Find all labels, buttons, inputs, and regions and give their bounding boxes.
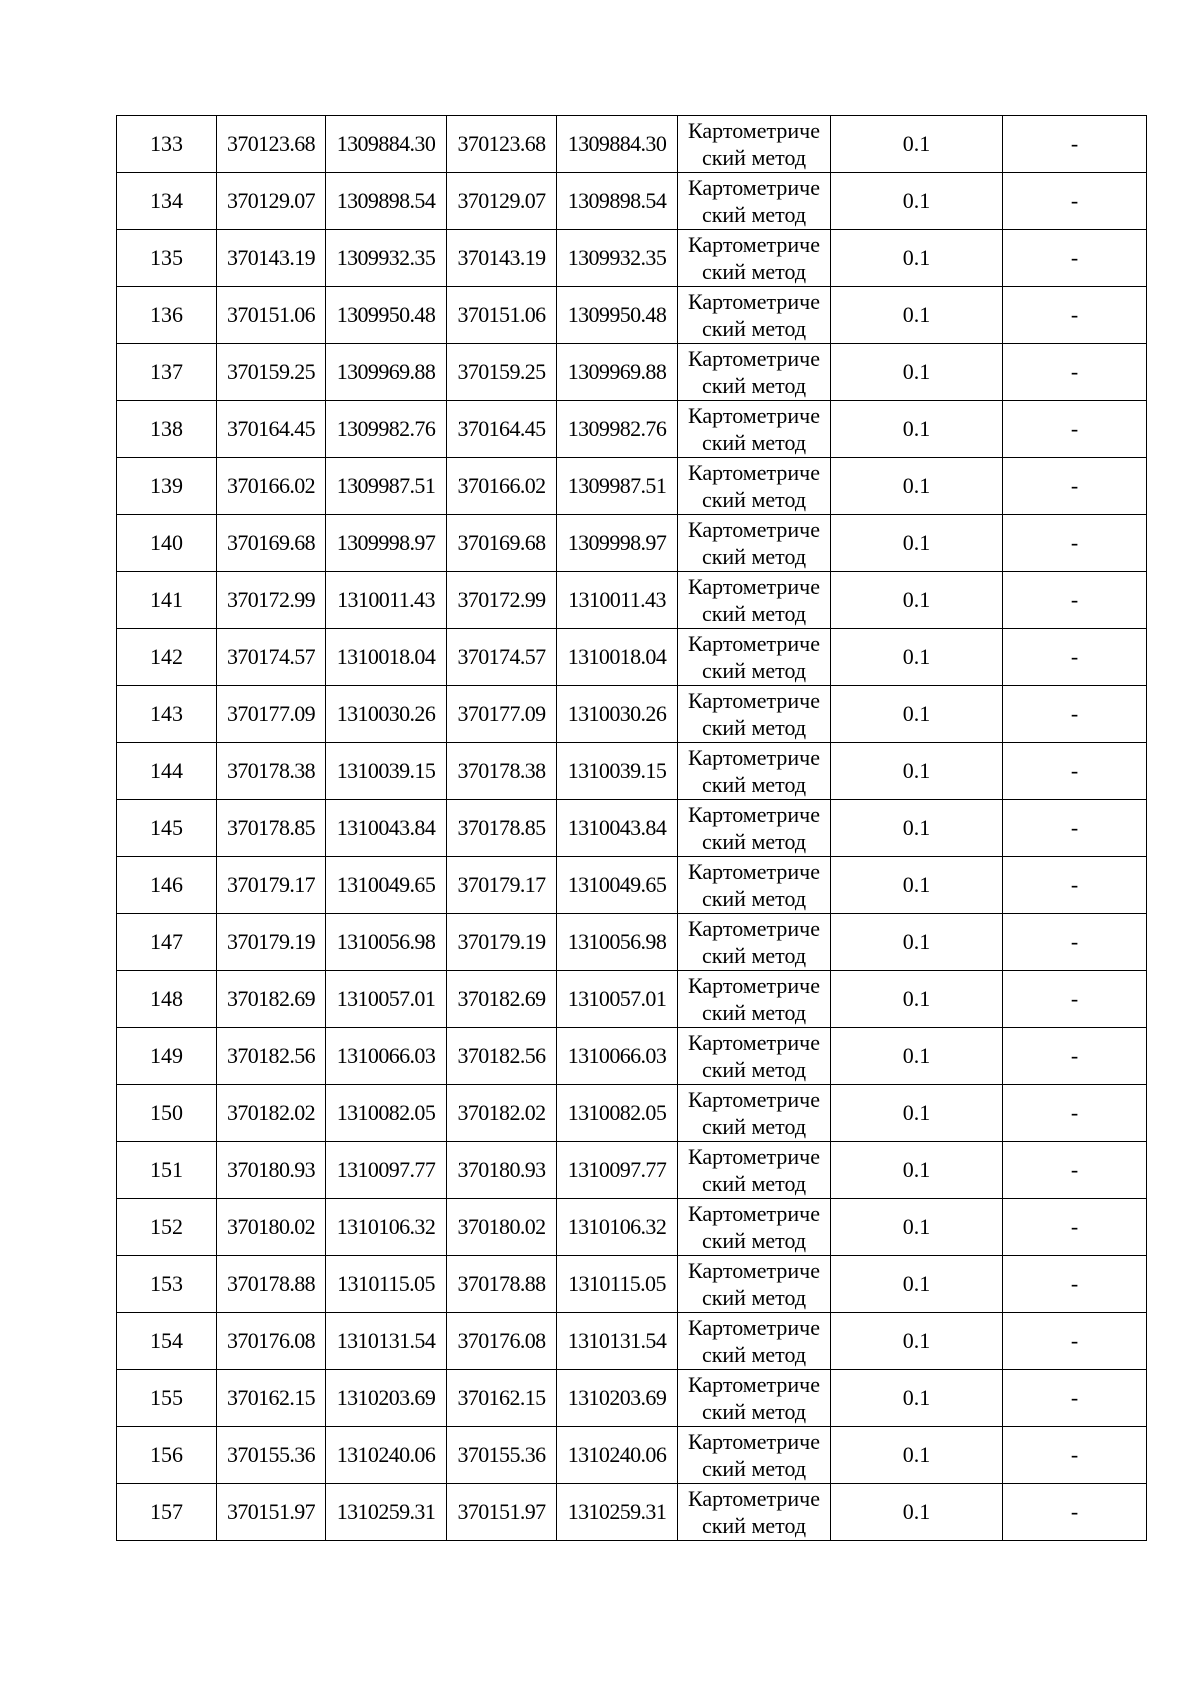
note-cell: - (1003, 344, 1147, 401)
accuracy-cell: 0.1 (831, 971, 1003, 1028)
x-new-cell: 370155.36 (447, 1427, 557, 1484)
y-existing-cell: 1310049.65 (326, 857, 447, 914)
point-number-cell: 146 (117, 857, 217, 914)
point-number-cell: 149 (117, 1028, 217, 1085)
method-cell (678, 230, 831, 287)
method-cell (678, 1313, 831, 1370)
note-cell: - (1003, 800, 1147, 857)
y-existing-cell: 1310115.05 (326, 1256, 447, 1313)
method-line-2: ский метод (701, 1342, 807, 1367)
table-row (117, 857, 1147, 914)
note-cell: - (1003, 515, 1147, 572)
accuracy-cell: 0.1 (831, 116, 1003, 173)
x-existing-cell: 370169.68 (217, 515, 326, 572)
point-number-cell: 151 (117, 1142, 217, 1199)
method-line-2: ский метод (701, 544, 807, 569)
x-new-cell: 370177.09 (447, 686, 557, 743)
method-cell (678, 458, 831, 515)
method-line-2: ский метод (701, 259, 807, 284)
x-existing-cell: 370162.15 (217, 1370, 326, 1427)
x-existing-cell: 370151.06 (217, 287, 326, 344)
method-cell (678, 686, 831, 743)
accuracy-cell: 0.1 (831, 401, 1003, 458)
table-body (117, 116, 1147, 1541)
method-line-2: ский метод (701, 1171, 807, 1196)
method-line-1: Картометриче (688, 745, 820, 770)
note-cell: - (1003, 116, 1147, 173)
method-line-2: ский метод (701, 829, 807, 854)
method-line-2: ский метод (701, 487, 807, 512)
method-line-2: ский метод (701, 373, 807, 398)
y-existing-cell: 1310030.26 (326, 686, 447, 743)
y-new-cell: 1310030.26 (557, 686, 678, 743)
method-cell (678, 857, 831, 914)
y-new-cell: 1310259.31 (557, 1484, 678, 1541)
point-number-cell: 141 (117, 572, 217, 629)
y-new-cell: 1310011.43 (557, 572, 678, 629)
method-line-1: Картометриче (688, 232, 820, 257)
y-new-cell: 1310043.84 (557, 800, 678, 857)
y-existing-cell: 1310018.04 (326, 629, 447, 686)
table-row (117, 344, 1147, 401)
method-line-2: ский метод (701, 772, 807, 797)
method-line-1: Картометриче (688, 1315, 820, 1340)
point-number-cell: 152 (117, 1199, 217, 1256)
y-new-cell: 1310039.15 (557, 743, 678, 800)
note-cell: - (1003, 1484, 1147, 1541)
method-line-2: ский метод (701, 1228, 807, 1253)
note-cell: - (1003, 1028, 1147, 1085)
method-cell (678, 1142, 831, 1199)
table-row (117, 458, 1147, 515)
x-existing-cell: 370180.02 (217, 1199, 326, 1256)
method-line-1: Картометриче (688, 859, 820, 884)
y-new-cell: 1309950.48 (557, 287, 678, 344)
table-row (117, 1256, 1147, 1313)
y-new-cell: 1310049.65 (557, 857, 678, 914)
x-existing-cell: 370178.88 (217, 1256, 326, 1313)
note-cell: - (1003, 401, 1147, 458)
method-line-2: ский метод (701, 601, 807, 626)
x-new-cell: 370176.08 (447, 1313, 557, 1370)
point-number-cell: 155 (117, 1370, 217, 1427)
y-new-cell: 1309884.30 (557, 116, 678, 173)
note-cell: - (1003, 572, 1147, 629)
table-row (117, 173, 1147, 230)
table-row (117, 1484, 1147, 1541)
y-existing-cell: 1309884.30 (326, 116, 447, 173)
x-new-cell: 370164.45 (447, 401, 557, 458)
method-line-2: ский метод (701, 1285, 807, 1310)
y-new-cell: 1309982.76 (557, 401, 678, 458)
y-new-cell: 1310082.05 (557, 1085, 678, 1142)
table-row (117, 401, 1147, 458)
table-row (117, 572, 1147, 629)
table-row (117, 1028, 1147, 1085)
y-existing-cell: 1310097.77 (326, 1142, 447, 1199)
method-line-1: Картометриче (688, 916, 820, 941)
x-new-cell: 370143.19 (447, 230, 557, 287)
method-line-1: Картометриче (688, 1087, 820, 1112)
y-existing-cell: 1310011.43 (326, 572, 447, 629)
table-row (117, 116, 1147, 173)
method-cell (678, 116, 831, 173)
accuracy-cell: 0.1 (831, 1085, 1003, 1142)
x-existing-cell: 370155.36 (217, 1427, 326, 1484)
point-number-cell: 147 (117, 914, 217, 971)
accuracy-cell: 0.1 (831, 287, 1003, 344)
x-new-cell: 370179.17 (447, 857, 557, 914)
y-existing-cell: 1310056.98 (326, 914, 447, 971)
table-row (117, 1313, 1147, 1370)
accuracy-cell: 0.1 (831, 230, 1003, 287)
method-cell (678, 629, 831, 686)
note-cell: - (1003, 686, 1147, 743)
method-line-1: Картометриче (688, 175, 820, 200)
point-number-cell: 136 (117, 287, 217, 344)
note-cell: - (1003, 971, 1147, 1028)
method-cell (678, 1199, 831, 1256)
x-existing-cell: 370177.09 (217, 686, 326, 743)
accuracy-cell: 0.1 (831, 743, 1003, 800)
x-existing-cell: 370172.99 (217, 572, 326, 629)
point-number-cell: 150 (117, 1085, 217, 1142)
method-line-2: ский метод (701, 430, 807, 455)
x-existing-cell: 370166.02 (217, 458, 326, 515)
table-row (117, 629, 1147, 686)
method-cell (678, 572, 831, 629)
method-line-1: Картометриче (688, 346, 820, 371)
method-line-1: Картометриче (688, 403, 820, 428)
accuracy-cell: 0.1 (831, 1313, 1003, 1370)
table-row (117, 1370, 1147, 1427)
x-existing-cell: 370179.17 (217, 857, 326, 914)
point-number-cell: 156 (117, 1427, 217, 1484)
note-cell: - (1003, 1142, 1147, 1199)
table-row (117, 971, 1147, 1028)
accuracy-cell: 0.1 (831, 1427, 1003, 1484)
y-existing-cell: 1310203.69 (326, 1370, 447, 1427)
note-cell: - (1003, 743, 1147, 800)
note-cell: - (1003, 629, 1147, 686)
y-new-cell: 1310097.77 (557, 1142, 678, 1199)
point-number-cell: 133 (117, 116, 217, 173)
method-line-2: ский метод (701, 316, 807, 341)
point-number-cell: 148 (117, 971, 217, 1028)
x-existing-cell: 370143.19 (217, 230, 326, 287)
table-row (117, 743, 1147, 800)
method-line-2: ский метод (701, 715, 807, 740)
y-existing-cell: 1309998.97 (326, 515, 447, 572)
x-new-cell: 370179.19 (447, 914, 557, 971)
y-existing-cell: 1310039.15 (326, 743, 447, 800)
x-existing-cell: 370179.19 (217, 914, 326, 971)
method-cell (678, 173, 831, 230)
method-cell (678, 743, 831, 800)
method-line-1: Картометриче (688, 1372, 820, 1397)
method-line-1: Картометриче (688, 688, 820, 713)
table-row (117, 1142, 1147, 1199)
y-existing-cell: 1310240.06 (326, 1427, 447, 1484)
method-line-2: ский метод (701, 1057, 807, 1082)
method-line-1: Картометриче (688, 517, 820, 542)
method-cell (678, 344, 831, 401)
method-line-1: Картометриче (688, 1144, 820, 1169)
y-new-cell: 1310131.54 (557, 1313, 678, 1370)
method-cell (678, 287, 831, 344)
note-cell: - (1003, 1199, 1147, 1256)
table-row (117, 1199, 1147, 1256)
y-existing-cell: 1310131.54 (326, 1313, 447, 1370)
point-number-cell: 143 (117, 686, 217, 743)
x-new-cell: 370166.02 (447, 458, 557, 515)
note-cell: - (1003, 1085, 1147, 1142)
x-new-cell: 370129.07 (447, 173, 557, 230)
method-line-2: ский метод (701, 1000, 807, 1025)
point-number-cell: 144 (117, 743, 217, 800)
accuracy-cell: 0.1 (831, 686, 1003, 743)
x-existing-cell: 370182.56 (217, 1028, 326, 1085)
y-existing-cell: 1310043.84 (326, 800, 447, 857)
x-existing-cell: 370178.85 (217, 800, 326, 857)
note-cell: - (1003, 287, 1147, 344)
x-new-cell: 370180.93 (447, 1142, 557, 1199)
table-row (117, 515, 1147, 572)
accuracy-cell: 0.1 (831, 857, 1003, 914)
point-number-cell: 135 (117, 230, 217, 287)
y-existing-cell: 1309987.51 (326, 458, 447, 515)
x-new-cell: 370151.06 (447, 287, 557, 344)
point-number-cell: 140 (117, 515, 217, 572)
method-line-2: ский метод (701, 943, 807, 968)
x-new-cell: 370169.68 (447, 515, 557, 572)
method-line-1: Картометриче (688, 973, 820, 998)
method-line-2: ский метод (701, 145, 807, 170)
y-existing-cell: 1310082.05 (326, 1085, 447, 1142)
note-cell: - (1003, 1370, 1147, 1427)
method-cell (678, 1085, 831, 1142)
note-cell: - (1003, 1427, 1147, 1484)
y-existing-cell: 1310066.03 (326, 1028, 447, 1085)
x-existing-cell: 370123.68 (217, 116, 326, 173)
y-existing-cell: 1309898.54 (326, 173, 447, 230)
accuracy-cell: 0.1 (831, 1028, 1003, 1085)
method-cell (678, 1256, 831, 1313)
note-cell: - (1003, 230, 1147, 287)
method-line-1: Картометриче (688, 1030, 820, 1055)
accuracy-cell: 0.1 (831, 572, 1003, 629)
x-new-cell: 370174.57 (447, 629, 557, 686)
method-line-1: Картометриче (688, 802, 820, 827)
table-row (117, 287, 1147, 344)
x-existing-cell: 370151.97 (217, 1484, 326, 1541)
note-cell: - (1003, 173, 1147, 230)
method-cell (678, 914, 831, 971)
y-new-cell: 1310115.05 (557, 1256, 678, 1313)
x-new-cell: 370178.38 (447, 743, 557, 800)
x-existing-cell: 370176.08 (217, 1313, 326, 1370)
x-new-cell: 370178.88 (447, 1256, 557, 1313)
point-number-cell: 139 (117, 458, 217, 515)
accuracy-cell: 0.1 (831, 914, 1003, 971)
point-number-cell: 142 (117, 629, 217, 686)
x-existing-cell: 370129.07 (217, 173, 326, 230)
method-line-1: Картометриче (688, 1429, 820, 1454)
method-cell (678, 401, 831, 458)
method-line-1: Картометриче (688, 1258, 820, 1283)
y-new-cell: 1310057.01 (557, 971, 678, 1028)
point-number-cell: 137 (117, 344, 217, 401)
y-new-cell: 1310240.06 (557, 1427, 678, 1484)
note-cell: - (1003, 1256, 1147, 1313)
accuracy-cell: 0.1 (831, 515, 1003, 572)
note-cell: - (1003, 914, 1147, 971)
method-line-2: ский метод (701, 1513, 807, 1538)
method-line-1: Картометриче (688, 574, 820, 599)
y-existing-cell: 1309932.35 (326, 230, 447, 287)
y-new-cell: 1310018.04 (557, 629, 678, 686)
point-number-cell: 153 (117, 1256, 217, 1313)
x-new-cell: 370180.02 (447, 1199, 557, 1256)
accuracy-cell: 0.1 (831, 344, 1003, 401)
accuracy-cell: 0.1 (831, 800, 1003, 857)
accuracy-cell: 0.1 (831, 629, 1003, 686)
y-existing-cell: 1309950.48 (326, 287, 447, 344)
point-number-cell: 134 (117, 173, 217, 230)
method-line-1: Картометриче (688, 631, 820, 656)
note-cell: - (1003, 857, 1147, 914)
y-new-cell: 1309998.97 (557, 515, 678, 572)
x-new-cell: 370182.69 (447, 971, 557, 1028)
y-new-cell: 1309898.54 (557, 173, 678, 230)
accuracy-cell: 0.1 (831, 1256, 1003, 1313)
y-new-cell: 1310106.32 (557, 1199, 678, 1256)
y-new-cell: 1310203.69 (557, 1370, 678, 1427)
coordinates-table (116, 115, 1147, 1541)
y-new-cell: 1310056.98 (557, 914, 678, 971)
method-line-1: Картометриче (688, 460, 820, 485)
table-row (117, 686, 1147, 743)
note-cell: - (1003, 458, 1147, 515)
y-existing-cell: 1310057.01 (326, 971, 447, 1028)
point-number-cell: 145 (117, 800, 217, 857)
x-existing-cell: 370178.38 (217, 743, 326, 800)
accuracy-cell: 0.1 (831, 173, 1003, 230)
y-existing-cell: 1310106.32 (326, 1199, 447, 1256)
accuracy-cell: 0.1 (831, 1370, 1003, 1427)
x-new-cell: 370172.99 (447, 572, 557, 629)
method-line-1: Картометриче (688, 1486, 820, 1511)
y-existing-cell: 1309969.88 (326, 344, 447, 401)
accuracy-cell: 0.1 (831, 458, 1003, 515)
method-cell (678, 1484, 831, 1541)
accuracy-cell: 0.1 (831, 1484, 1003, 1541)
x-existing-cell: 370164.45 (217, 401, 326, 458)
x-new-cell: 370159.25 (447, 344, 557, 401)
y-existing-cell: 1309982.76 (326, 401, 447, 458)
x-new-cell: 370162.15 (447, 1370, 557, 1427)
method-line-2: ский метод (701, 1114, 807, 1139)
y-new-cell: 1309969.88 (557, 344, 678, 401)
x-new-cell: 370182.02 (447, 1085, 557, 1142)
method-line-1: Картометриче (688, 1201, 820, 1226)
table-row (117, 914, 1147, 971)
y-existing-cell: 1310259.31 (326, 1484, 447, 1541)
method-line-1: Картометриче (688, 289, 820, 314)
x-existing-cell: 370174.57 (217, 629, 326, 686)
method-cell (678, 971, 831, 1028)
point-number-cell: 157 (117, 1484, 217, 1541)
method-line-2: ский метод (701, 658, 807, 683)
method-cell (678, 1370, 831, 1427)
x-existing-cell: 370182.69 (217, 971, 326, 1028)
x-existing-cell: 370182.02 (217, 1085, 326, 1142)
y-new-cell: 1309932.35 (557, 230, 678, 287)
table-row (117, 800, 1147, 857)
method-line-2: ский метод (701, 886, 807, 911)
table-row (117, 1085, 1147, 1142)
x-new-cell: 370151.97 (447, 1484, 557, 1541)
method-cell (678, 1427, 831, 1484)
x-existing-cell: 370159.25 (217, 344, 326, 401)
method-line-2: ский метод (701, 1456, 807, 1481)
method-line-1: Картометриче (688, 118, 820, 143)
point-number-cell: 154 (117, 1313, 217, 1370)
x-new-cell: 370182.56 (447, 1028, 557, 1085)
table-row (117, 1427, 1147, 1484)
x-new-cell: 370123.68 (447, 116, 557, 173)
method-cell (678, 1028, 831, 1085)
accuracy-cell: 0.1 (831, 1142, 1003, 1199)
y-new-cell: 1309987.51 (557, 458, 678, 515)
note-cell: - (1003, 1313, 1147, 1370)
method-cell (678, 515, 831, 572)
method-line-2: ский метод (701, 1399, 807, 1424)
table-row (117, 230, 1147, 287)
y-new-cell: 1310066.03 (557, 1028, 678, 1085)
accuracy-cell: 0.1 (831, 1199, 1003, 1256)
x-new-cell: 370178.85 (447, 800, 557, 857)
method-cell (678, 800, 831, 857)
point-number-cell: 138 (117, 401, 217, 458)
x-existing-cell: 370180.93 (217, 1142, 326, 1199)
method-line-2: ский метод (701, 202, 807, 227)
